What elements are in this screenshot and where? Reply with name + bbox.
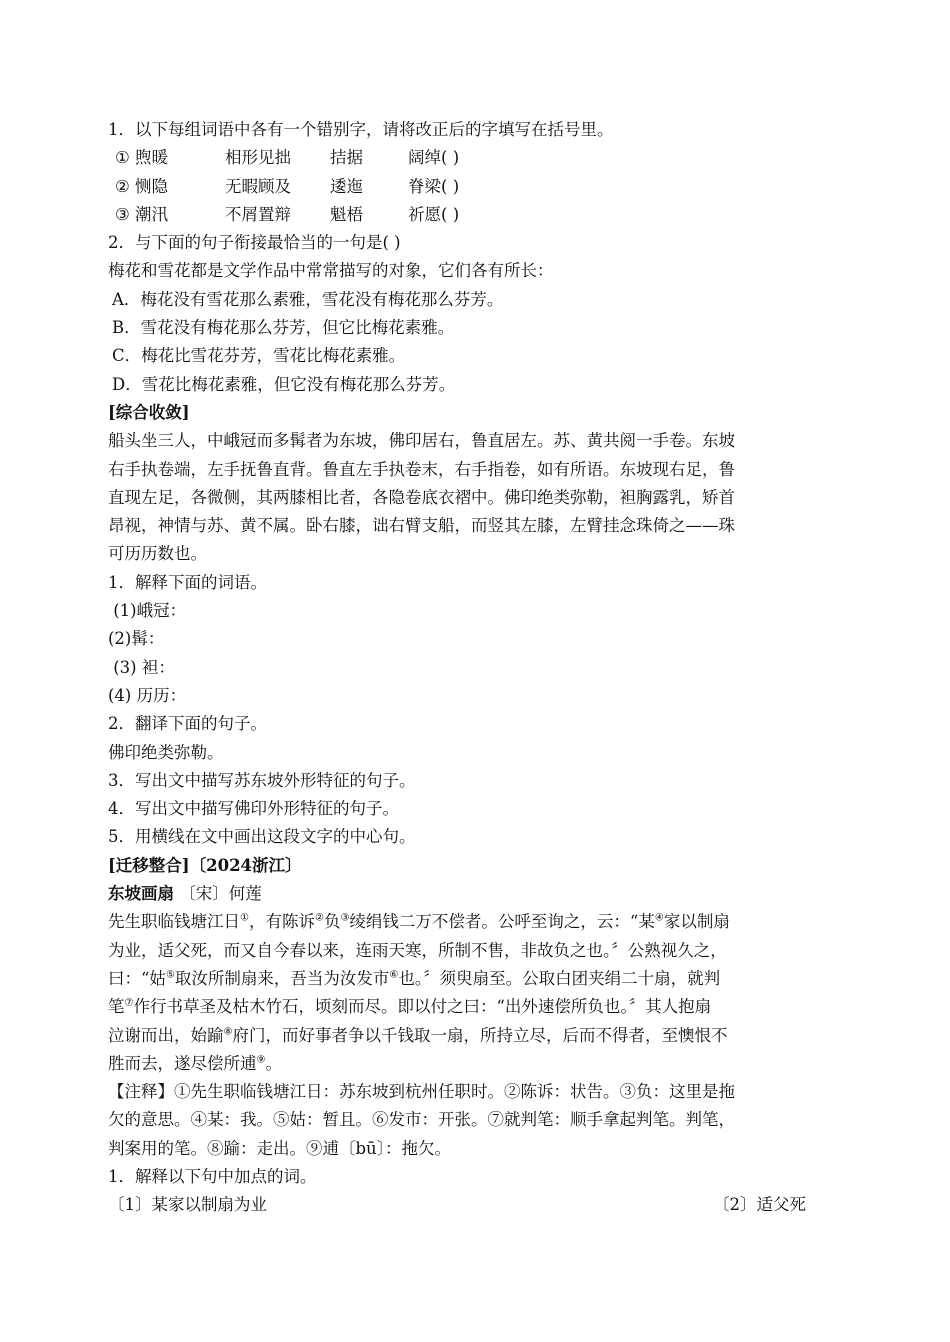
sub-question-4: 4．写出文中描写佛印外形特征的句子。 xyxy=(108,799,399,819)
passage-line: 船头坐三人，中峨冠而多髯者为东坡，佛印居右，鲁直居左。苏、黄共阅一手卷。东坡 xyxy=(108,431,735,451)
story-line xyxy=(108,908,842,936)
word-item: (4) 历历： xyxy=(108,685,187,705)
last-question-item-1: 〔1〕某家以制扇为业 xyxy=(108,1195,267,1215)
story-text: ，有陈诉 xyxy=(248,912,315,932)
footnote-mark: ⑤ xyxy=(165,969,175,981)
sub-question-5: 5．用横线在文中画出这段文字的中心句。 xyxy=(108,827,416,847)
story-text: 胜而去，遂尽偿所逋 xyxy=(108,1053,257,1073)
option-d: D．雪花比梅花素雅，但它没有梅花那么芬芳。 xyxy=(112,374,456,394)
story-text: 府门，而好事者争以千钱取一扇，所持立尽，后而不得者，至懊恨不 xyxy=(232,1025,728,1045)
story-author: 〔宋〕何莲 xyxy=(179,884,262,904)
story-line xyxy=(108,1050,842,1078)
notes-line: 【注释】①先生职临钱塘江日：苏东坡到杭州任职时。②陈诉：状告。③负：这里是拖 xyxy=(108,1082,735,1102)
passage-line: 直现左足，各微侧，其两膝相比者，各隐卷底衣褶中。佛印绝类弥勒，袒胸露乳，矫首 xyxy=(108,487,735,507)
group-number: ① xyxy=(115,148,130,168)
footnote-mark: ⑧ xyxy=(223,1026,233,1037)
word: 不屑置辩 xyxy=(225,204,292,224)
footnote-mark: ⑦ xyxy=(124,997,134,1009)
word-group-2 xyxy=(108,173,842,201)
story-line xyxy=(108,965,842,993)
question-2-stem: 梅花和雪花都是文学作品中常常描写的对象，它们各有所长： xyxy=(108,261,554,281)
notes-line: 判案用的笔。⑧踰：走出。⑨逋〔bū〕：拖欠。 xyxy=(108,1138,451,1158)
question-1-title: 1．以下每组词语中各有一个错别字，请将改正后的字填写在括号里。 xyxy=(108,120,614,139)
footnote-mark: ④ xyxy=(654,912,664,924)
question-2-title: 2．与下面的句子衔接最恰当的一句是( ) xyxy=(108,233,401,253)
section-heading-1: [综合收敛] xyxy=(108,402,190,422)
last-question-title: 1．解释以下句中加点的词。 xyxy=(108,1166,317,1186)
story-text: 泣谢而出，始踰 xyxy=(108,1025,224,1045)
word-item: (2)髯： xyxy=(108,629,165,649)
sub-question-3: 3．写出文中描写苏东坡外形特征的句子。 xyxy=(108,770,416,790)
story-text: 也。〞须臾扇至。公取白团夹绢二十扇，就判 xyxy=(398,968,721,988)
word: 潮汛 xyxy=(135,204,169,224)
group-number: ③ xyxy=(115,204,130,224)
word: 相形见拙 xyxy=(225,148,292,168)
story-text: 作行书草圣及枯木竹石，顷刻而尽。即以付之曰：“出外速偿所负也。〞其人抱扇 xyxy=(133,997,712,1017)
story-line: 为业，适父死，而又自今春以来，连雨天寒，所制不售，非故负之也。〞公熟视久之， xyxy=(108,940,727,960)
story-text: 家以制扇 xyxy=(663,912,730,932)
footnote-mark: ③ xyxy=(340,912,350,924)
story-title xyxy=(108,880,842,908)
option-c: C．梅花比雪花芬芳，雪花比梅花素雅。 xyxy=(112,346,406,366)
story-title-text: 东坡画扇 xyxy=(108,884,174,904)
story-text: 先生职临钱塘江日 xyxy=(108,912,240,932)
option-b: B．雪花没有梅花那么芬芳，但它比梅花素雅。 xyxy=(112,318,455,338)
footnote-mark: ② xyxy=(314,912,324,924)
word: 阔绰( ) xyxy=(408,148,460,168)
word-group-1 xyxy=(108,144,842,172)
word: 魁梧 xyxy=(330,204,364,224)
passage-line: 右手执卷端，左手抚鲁直背。鲁直左手执卷末，右手指卷，如有所语。东坡现右足，鲁 xyxy=(108,459,735,479)
footnote-mark: ① xyxy=(240,912,249,924)
word: 拮据 xyxy=(330,148,364,168)
word: 逶迤 xyxy=(330,176,364,196)
word-group-3 xyxy=(108,201,842,229)
word: 煦暖 xyxy=(135,148,169,168)
notes-line: 欠的意思。④某：我。⑤姑：暂且。⑥发市：开张。⑦就判笔：顺手拿起判笔。判笔， xyxy=(108,1110,735,1130)
option-a: A．梅花没有雪花那么素雅，雪花没有梅花那么芬芳。 xyxy=(112,289,504,309)
story-line xyxy=(108,1022,842,1050)
document-body xyxy=(108,116,842,1220)
translate-sentence: 佛印绝类弥勒。 xyxy=(108,742,224,762)
section-heading-2: [迁移整合]〔2024浙江〕 xyxy=(108,855,302,875)
story-line xyxy=(108,993,842,1021)
story-text: 负 xyxy=(323,912,341,932)
word-item: (3) 袒： xyxy=(108,657,175,677)
story-text: 绫绢钱二万不偿者。公呼至询之，云：“某 xyxy=(349,912,655,932)
last-question-items xyxy=(108,1191,842,1219)
footnote-mark: ⑨ xyxy=(256,1054,266,1066)
word: 祈愿( ) xyxy=(408,204,460,224)
story-text: 笔 xyxy=(108,997,125,1017)
last-question-item-2: 〔2〕适父死 xyxy=(713,1195,806,1215)
word: 无暇顾及 xyxy=(225,176,292,196)
story-text: 取汝所制扇来，吾当为汝发市 xyxy=(174,968,390,988)
story-text: 。 xyxy=(265,1053,282,1073)
passage-line: 昂视，神情与苏、黄不属。卧右膝，诎右臂支船，而竖其左膝，左臂挂念珠倚之——珠 xyxy=(108,516,735,536)
passage-line: 可历历数也。 xyxy=(108,544,207,564)
story-text: 曰：“姑 xyxy=(108,968,166,988)
sub-question-2: 2．翻译下面的句子。 xyxy=(108,714,267,734)
group-number: ② xyxy=(115,176,130,196)
word: 恻隐 xyxy=(135,176,169,196)
footnote-mark: ⑥ xyxy=(389,969,399,981)
sub-question-1: 1．解释下面的词语。 xyxy=(108,572,267,592)
word: 脊梁( ) xyxy=(408,176,460,196)
word-item: (1)峨冠： xyxy=(108,601,187,621)
